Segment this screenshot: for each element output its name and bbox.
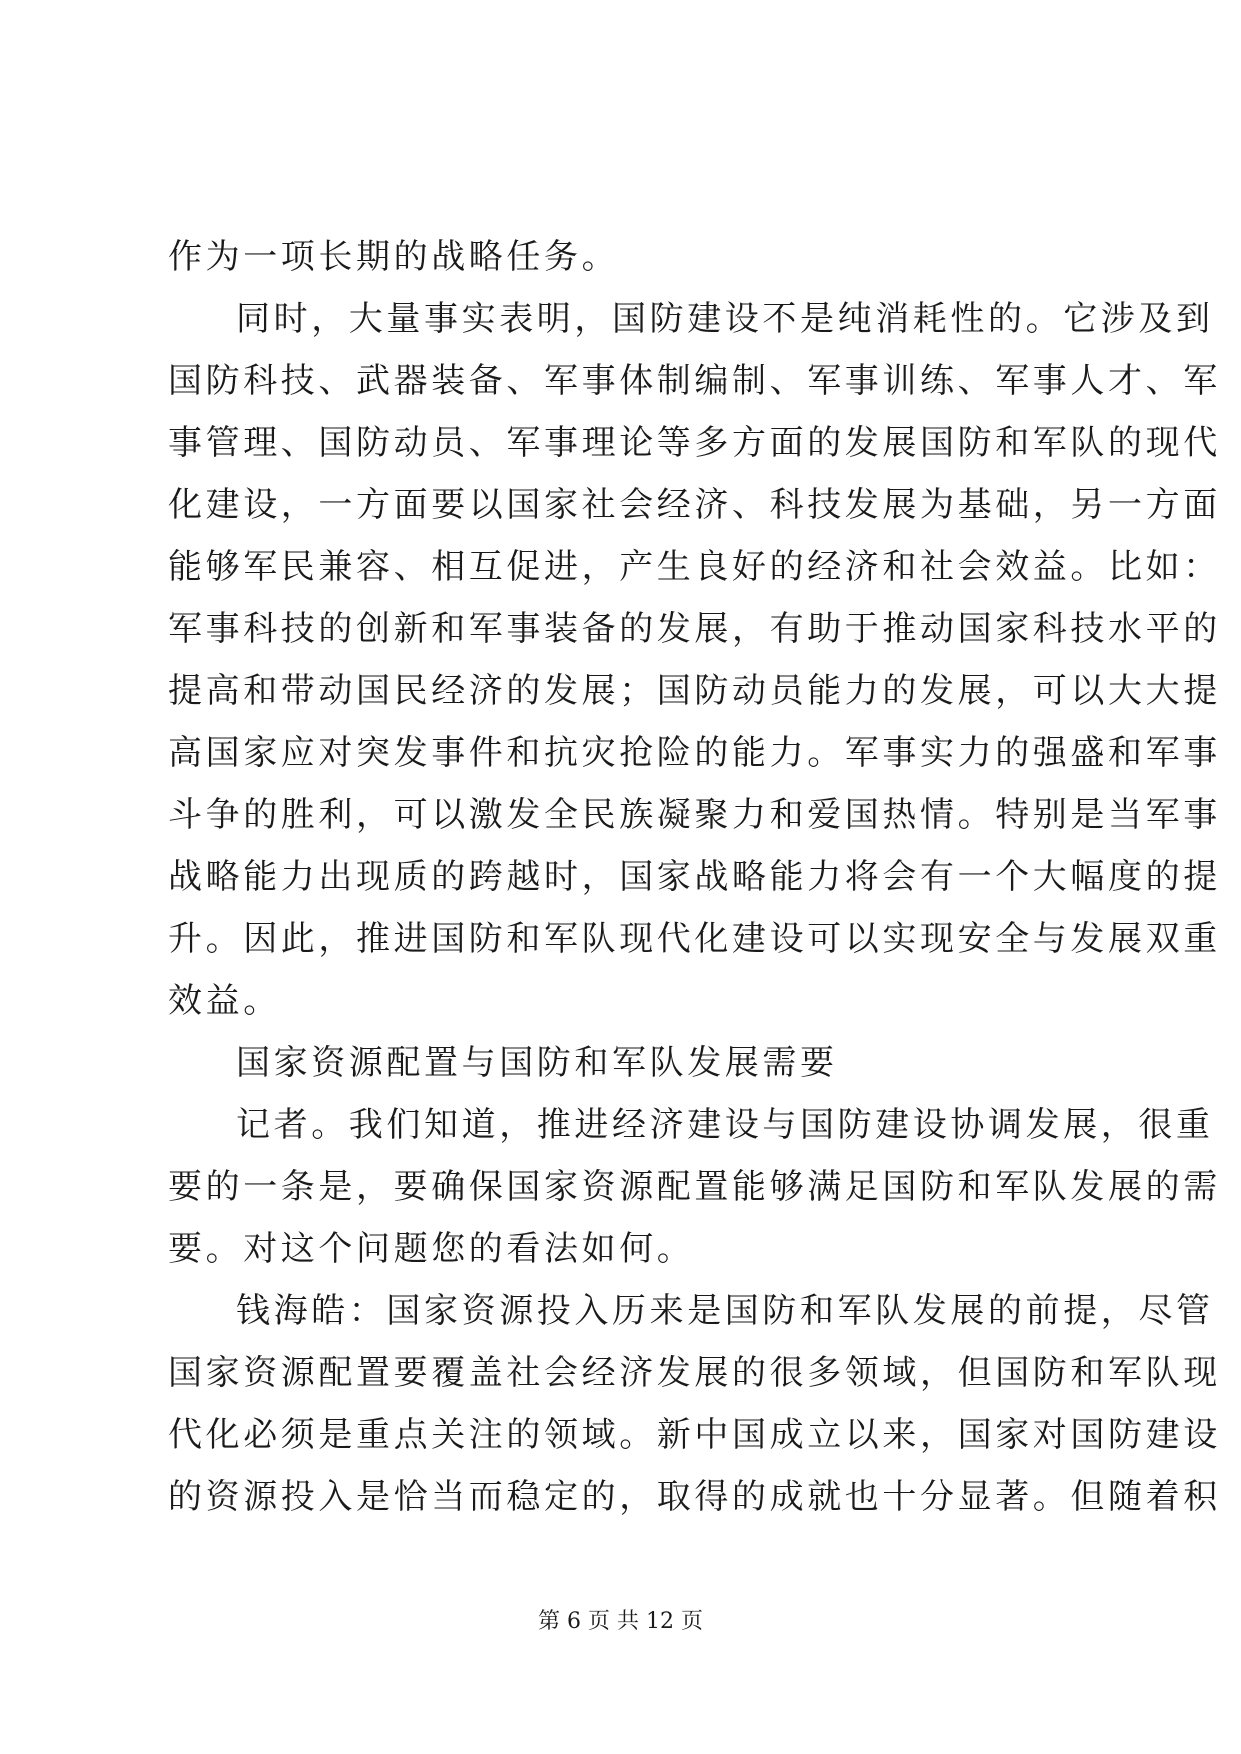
section-heading: 国家资源配置与国防和军队发展需要 [236,1043,838,1083]
text-line: 事管理、国防动员、军事理论等多方面的发展国防和军队的现代 [168,423,1221,463]
text-line: 代化必须是重点关注的领域。新中国成立以来，国家对国防建设 [168,1415,1221,1455]
text-line: 斗争的胜利，可以激发全民族凝聚力和爱国热情。特别是当军事 [168,795,1221,835]
text-line: 能够军民兼容、相互促进，产生良好的经济和社会效益。比如： [168,547,1221,587]
text-line: 化建设，一方面要以国家社会经济、科技发展为基础，另一方面 [168,485,1221,525]
text-line: 要。对这个问题您的看法如何。 [168,1229,695,1269]
text-line: 要的一条是，要确保国家资源配置能够满足国防和军队发展的需 [168,1167,1221,1207]
paragraph-start-line: 钱海皓：国家资源投入历来是国防和军队发展的前提，尽管 [236,1291,1214,1331]
text-line: 效益。 [168,981,281,1021]
text-line: 提高和带动国民经济的发展；国防动员能力的发展，可以大大提 [168,671,1221,711]
body-text [168,226,1221,1528]
paragraph-start-line: 记者。我们知道，推进经济建设与国防建设协调发展，很重 [236,1105,1214,1145]
text-line: 战略能力出现质的跨越时，国家战略能力将会有一个大幅度的提 [168,857,1221,897]
text-line: 高国家应对突发事件和抗灾抢险的能力。军事实力的强盛和军事 [168,733,1221,773]
text-line: 升。因此，推进国防和军队现代化建设可以实现安全与发展双重 [168,919,1221,959]
paragraph-start-line: 同时，大量事实表明，国防建设不是纯消耗性的。它涉及到 [236,299,1214,339]
text-line: 作为一项长期的战略任务。 [168,237,620,277]
text-line: 的资源投入是恰当而稳定的，取得的成就也十分显著。但随着积 [168,1477,1221,1517]
text-line: 国家资源配置要覆盖社会经济发展的很多领域，但国防和军队现 [168,1353,1221,1393]
text-line: 国防科技、武器装备、军事体制编制、军事训练、军事人才、军 [168,361,1221,401]
text-line: 军事科技的创新和军事装备的发展，有助于推动国家科技水平的 [168,609,1221,649]
page-number-footer: 第 6 页 共 12 页 [538,1609,703,1634]
